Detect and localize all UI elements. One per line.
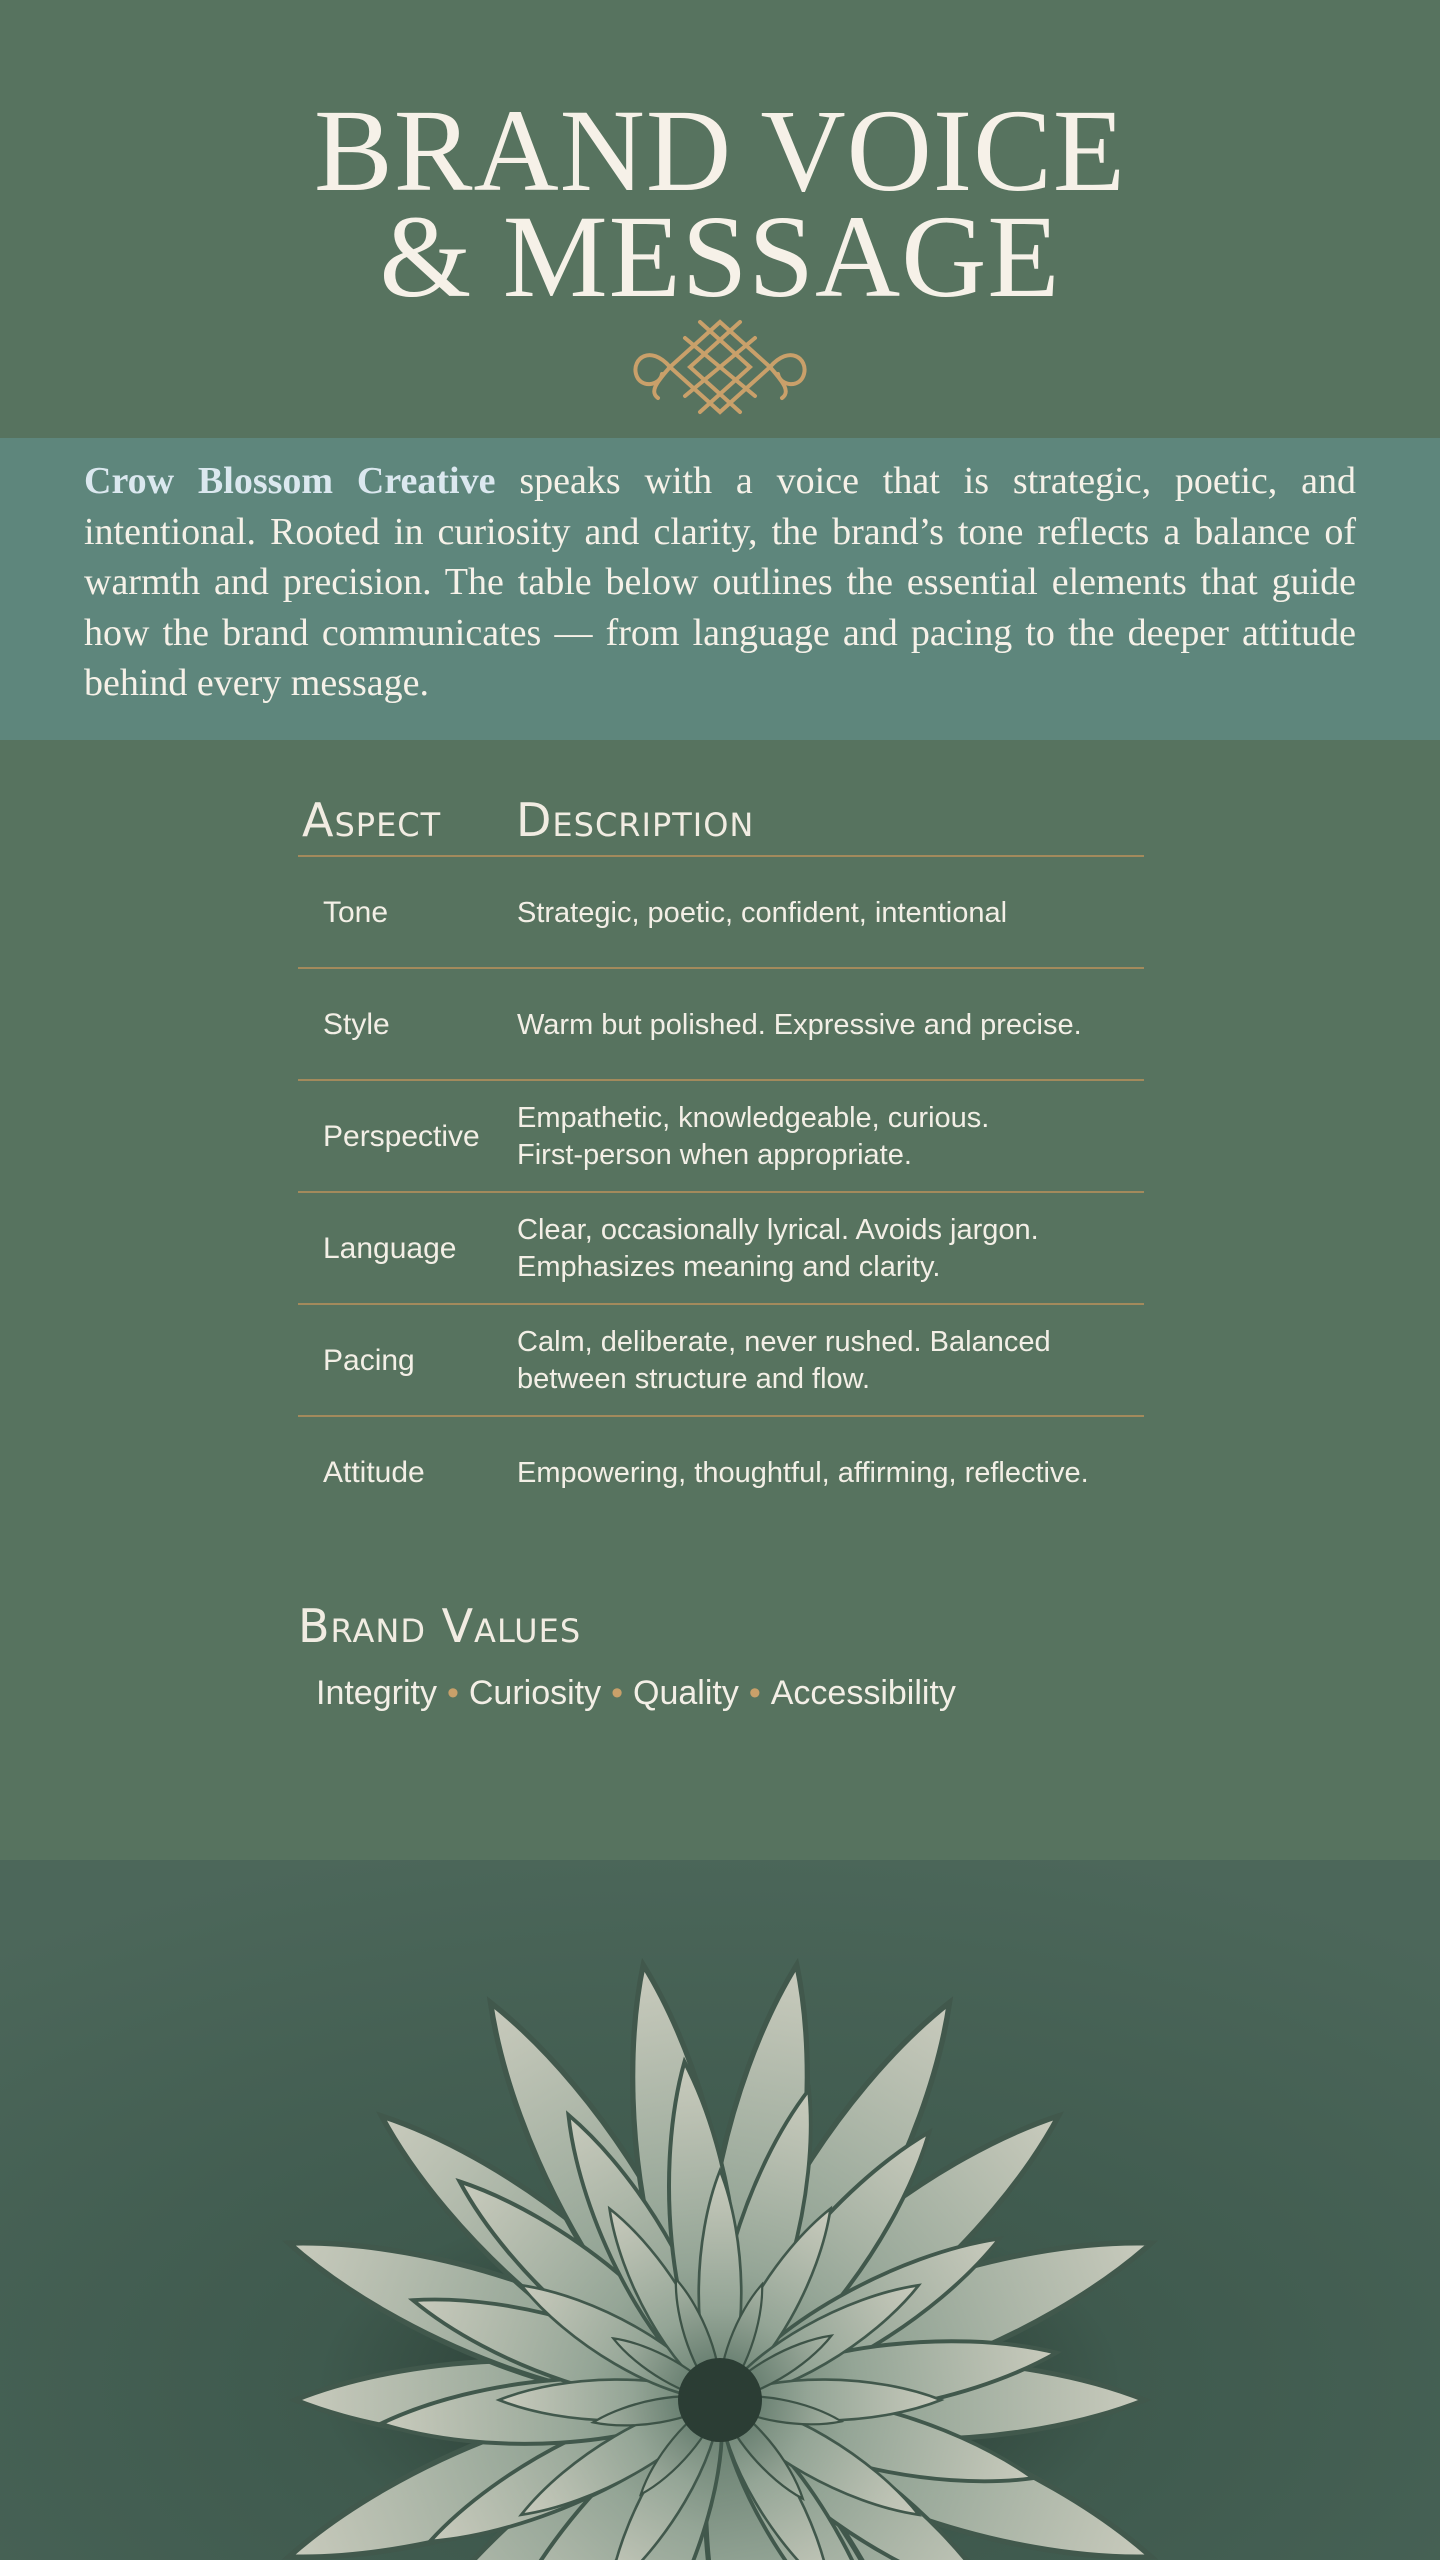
value-item: Quality bbox=[633, 1674, 739, 1712]
description-line: Empathetic, knowledgeable, curious. bbox=[517, 1102, 990, 1134]
knot-ornament-icon bbox=[630, 314, 810, 420]
cell-aspect: Tone bbox=[323, 896, 389, 929]
cell-aspect: Perspective bbox=[323, 1120, 480, 1153]
description-line: Warm but polished. Expressive and precise. bbox=[517, 1008, 1082, 1041]
cell-description bbox=[517, 1417, 1144, 1529]
description-line: Emphasizes meaning and clarity. bbox=[517, 1251, 941, 1283]
table-row-attitude bbox=[298, 1417, 1144, 1529]
cell-description bbox=[517, 857, 1144, 969]
brand-values-title: Brand Values bbox=[298, 1599, 582, 1653]
cell-aspect: Style bbox=[323, 1008, 390, 1041]
header-section bbox=[0, 0, 1440, 438]
brand-name: Crow Blossom Creative bbox=[84, 460, 496, 502]
description-line: Empowering, thoughtful, affirming, reflective. bbox=[517, 1456, 1089, 1489]
title-line-1: BRAND VOICE bbox=[314, 85, 1126, 216]
cell-aspect: Language bbox=[323, 1232, 457, 1265]
description-line: between structure and flow. bbox=[517, 1363, 871, 1395]
table-row-tone bbox=[298, 857, 1144, 969]
table-row-language bbox=[298, 1193, 1144, 1305]
cell-description bbox=[517, 1305, 1144, 1417]
title-line-2: & MESSAGE bbox=[379, 191, 1061, 322]
brand-values-list bbox=[316, 1668, 956, 1718]
description-line: Calm, deliberate, never rushed. Balanced bbox=[517, 1326, 1051, 1358]
cell-description bbox=[517, 969, 1144, 1081]
header-aspect: Aspect bbox=[302, 793, 442, 847]
value-item: Integrity bbox=[316, 1674, 437, 1712]
separator-dot: • bbox=[446, 1674, 459, 1712]
description-line: Clear, occasionally lyrical. Avoids jargon. bbox=[517, 1214, 1039, 1246]
cell-aspect: Pacing bbox=[323, 1344, 415, 1377]
cell-description bbox=[517, 1081, 1144, 1193]
separator-dot: • bbox=[611, 1674, 624, 1712]
chrysanthemum-illustration bbox=[0, 1860, 1440, 2560]
table-row-perspective bbox=[298, 1081, 1144, 1193]
flower-photo bbox=[0, 1860, 1440, 2560]
description-line: First-person when appropriate. bbox=[517, 1139, 912, 1171]
table-row-style bbox=[298, 969, 1144, 1081]
intro-paragraph bbox=[84, 456, 1356, 709]
intro-text: speaks with a voice that is strategic, poetic, and intentional. Rooted in curiosity and clarity, the brand’s tone reflects a balance of warmth and precision. The table below outlines the essential elements that guide how the brand communicates — from language and pacing to the deeper attitude behind every message. bbox=[84, 460, 1356, 704]
table-row-pacing bbox=[298, 1305, 1144, 1417]
value-item: Curiosity bbox=[468, 1674, 602, 1712]
separator-dot: • bbox=[748, 1674, 761, 1712]
description-line: Strategic, poetic, confident, intentional bbox=[517, 896, 1008, 929]
value-item: Accessibility bbox=[770, 1674, 956, 1712]
cell-description bbox=[517, 1193, 1144, 1305]
cell-aspect: Attitude bbox=[323, 1456, 425, 1489]
header-description: Description bbox=[516, 793, 755, 847]
